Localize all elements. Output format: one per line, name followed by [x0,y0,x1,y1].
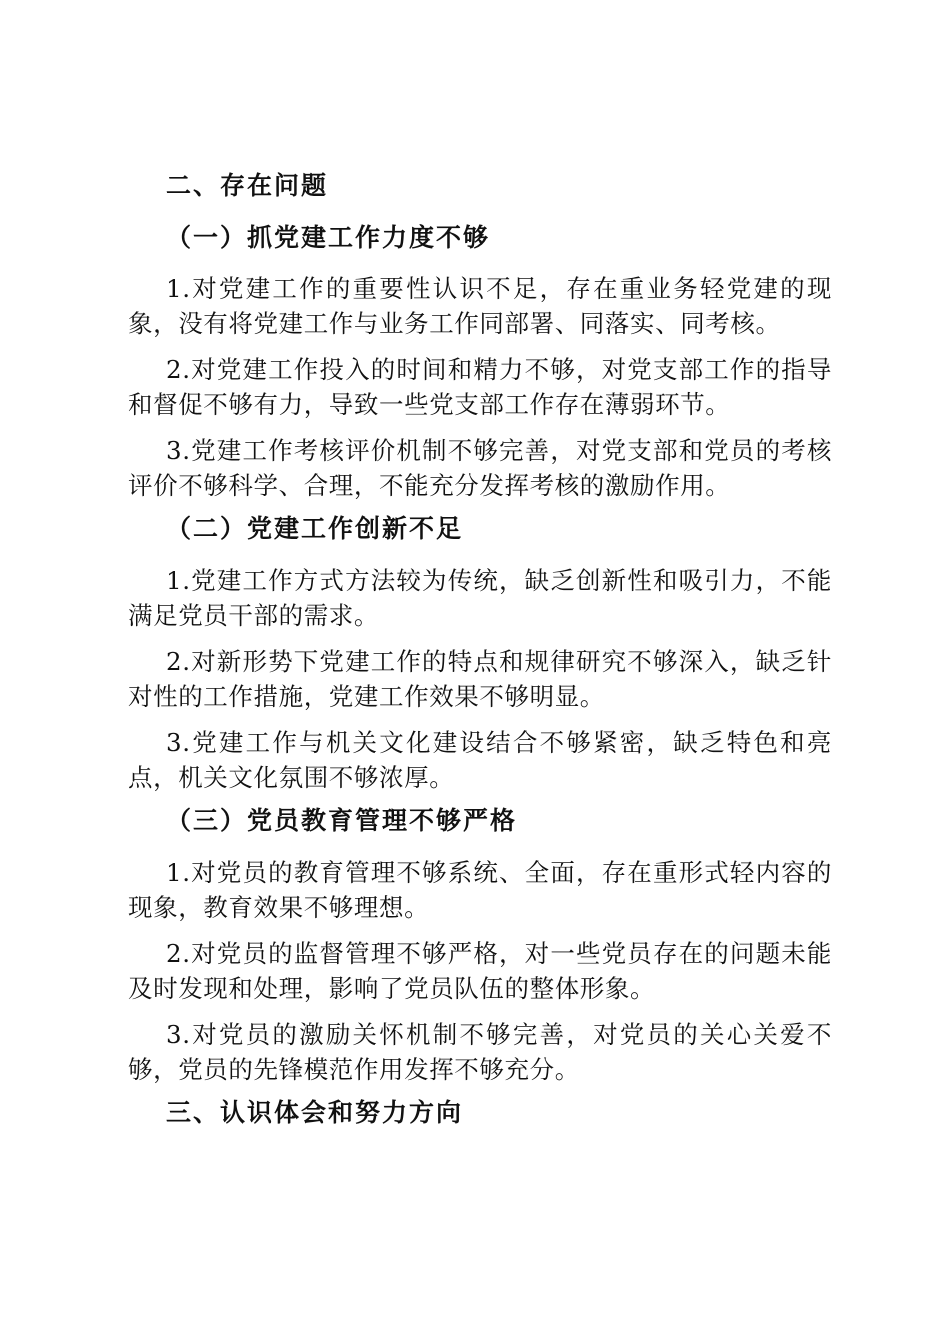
subsection-heading-1: （一）抓党建工作力度不够 [166,223,491,252]
paragraph-3-3: 3.对党员的激励关怀机制不够完善，对党员的关心关爱不够，党员的先锋模范作用发挥不够充分。 [128,1020,832,1084]
paragraph-2-2: 2.对新形势下党建工作的特点和规律研究不够深入，缺乏针对性的工作措施，党建工作效果不够明显。 [128,647,832,711]
paragraph-1-3: 3.党建工作考核评价机制不够完善，对党支部和党员的考核评价不够科学、合理，不能充分发挥考核的激励作用。 [128,436,832,500]
paragraph-3-1: 1.对党员的教育管理不够系统、全面，存在重形式轻内容的现象，教育效果不够理想。 [128,858,832,922]
paragraph-3-2: 2.对党员的监督管理不够严格，对一些党员存在的问题未能及时发现和处理，影响了党员队伍的整体形象。 [128,939,832,1003]
section-heading-reflections: 三、认识体会和努力方向 [166,1098,464,1127]
paragraph-2-1: 1.党建工作方式方法较为传统，缺乏创新性和吸引力，不能满足党员干部的需求。 [128,566,832,630]
paragraph-1-1: 1.对党建工作的重要性认识不足，存在重业务轻党建的现象，没有将党建工作与业务工作同部署、同落实、同考核。 [128,274,832,338]
section-heading-problems: 二、存在问题 [166,171,329,200]
paragraph-2-3: 3.党建工作与机关文化建设结合不够紧密，缺乏特色和亮点，机关文化氛围不够浓厚。 [128,728,832,792]
subsection-heading-2: （二）党建工作创新不足 [166,514,464,543]
subsection-heading-3: （三）党员教育管理不够严格 [166,806,518,835]
paragraph-1-2: 2.对党建工作投入的时间和精力不够，对党支部工作的指导和督促不够有力，导致一些党支部工作存在薄弱环节。 [128,355,832,419]
